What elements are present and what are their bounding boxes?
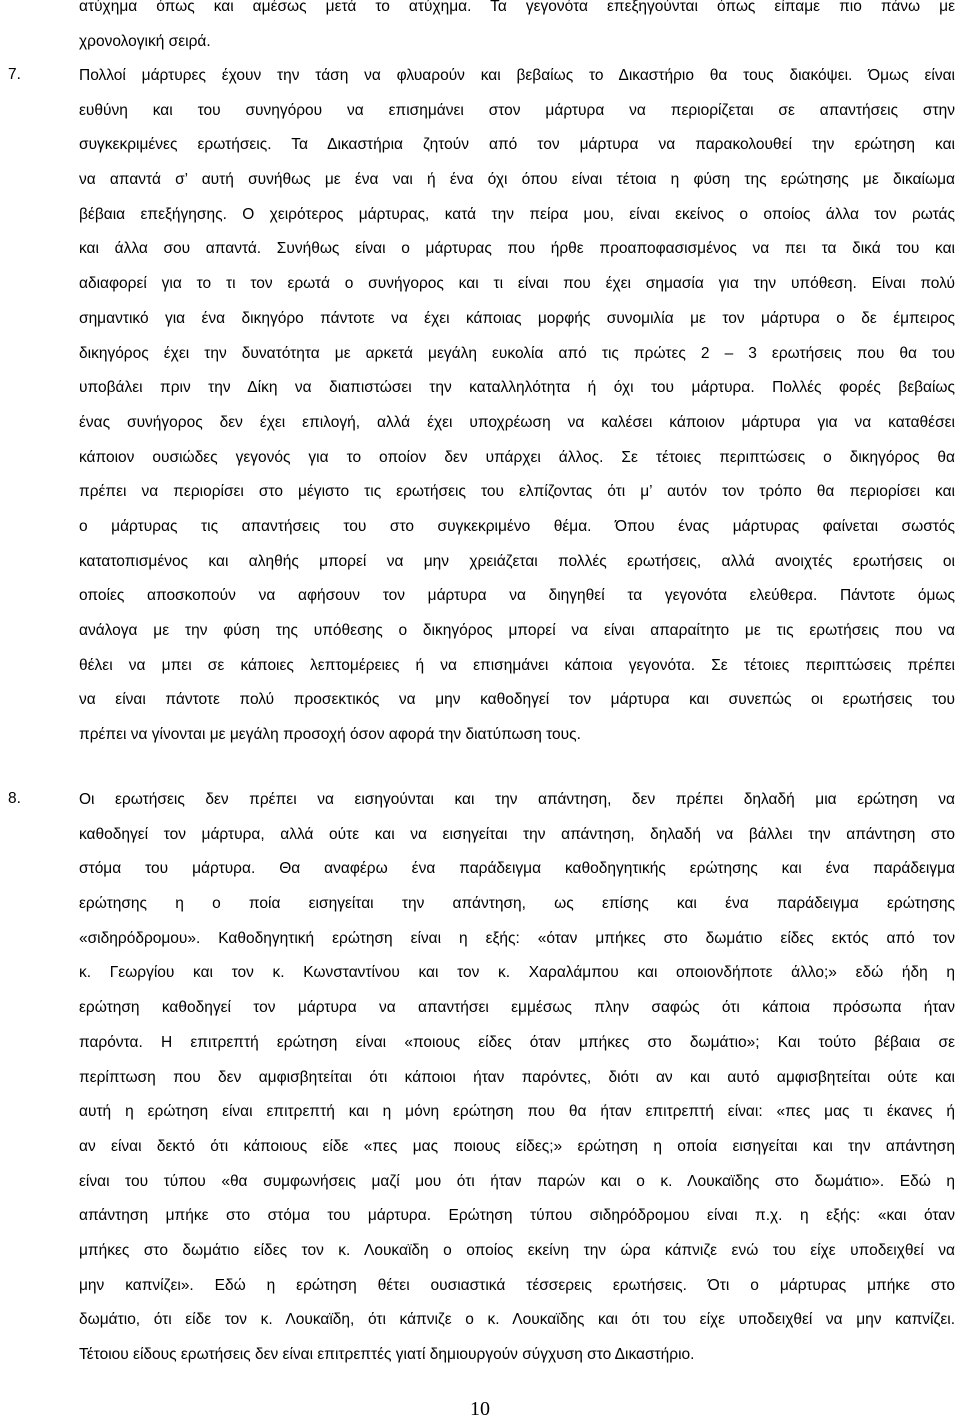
item-number: 8. bbox=[8, 790, 21, 807]
item-7-paragraph bbox=[79, 66, 955, 760]
page-number: 10 bbox=[470, 1398, 490, 1420]
text-line: καθοδηγεί τον μάρτυρα, αλλά ούτε και να εισηγείται την απάντηση, δηλαδή να βάλλει την απάντηση στο bbox=[79, 825, 955, 843]
text-line: θέλει να μπει σε κάποιες λεπτομέρειες ή να επισημάνει κάποια γεγονότα. Σε τέτοιες περιπτώσεις πρέπει bbox=[79, 656, 955, 674]
text-line: Πολλοί μάρτυρες έχουν την τάση να φλυαρούν και βεβαίως το Δικαστήριο θα τους διακόψει. Όμως είναι bbox=[79, 67, 955, 84]
text-line: αυτή η ερώτηση είναι επιτρεπτή και η μόνη ερώτηση που θα ήταν επιτρεπτή είναι: «πες μας τι έκανες ή bbox=[79, 1103, 955, 1121]
text-line: υποβάλει πριν την Δίκη να διαπιστώσει την καταλληλότητα ή όχι του μάρτυρα. Πολλές φορές βεβαίως bbox=[79, 379, 955, 397]
text-line: βέβαια επεξήγησης. Ο χειρότερος μάρτυρας, κατά την πείρα μου, είναι εκείνος ο οποίος άλλα τον ρωτάς bbox=[79, 205, 955, 223]
text-line: μην καπνίζει». Εδώ η ερώτηση θέτει ουσιαστικά τέσσερεις ερωτήσεις. Ότι ο μάρτυρας μπήκε στο bbox=[79, 1276, 955, 1294]
text-line: κατατοπισμένος και αληθής μπορεί να μην χρειάζεται πολλές ερωτήσεις, αλλά ανοιχτές ερωτήσεις οι bbox=[79, 552, 955, 570]
text-line: μπήκες στο δωμάτιο είδες τον κ. Λουκαϊδη ο οποίος εκείνη την ώρα κάπνιζε ενώ του είχε υποδειχθεί να bbox=[79, 1241, 955, 1259]
text-line: να απαντά σ’ αυτή συνήθως με ένα ναι ή ένα όχι όπου είναι τέτοια η φύση της ερώτησης με δικαίωμα bbox=[79, 171, 955, 189]
text-line: ευθύνη και του συνηγόρου να επισημάνει στον μάρτυρα να περιορίζεται σε απαντήσεις στην bbox=[79, 101, 955, 119]
text-line: Οι ερωτήσεις δεν πρέπει να εισηγούνται και την απάντηση, δεν πρέπει δηλαδή μια ερώτηση να bbox=[79, 791, 955, 808]
text-line: ένας συνήγορος δεν έχει επιλογή, αλλά έχει υποχρέωση να καλέσει κάποιον μάρτυρα για να καταθέσει bbox=[79, 413, 955, 431]
text-line: πρέπει να γίνονται με μεγάλη προσοχή όσον αφορά την διατύπωση τους. bbox=[79, 726, 581, 744]
text-line: να είναι πάντοτε πολύ προσεκτικός να μην καθοδηγεί τον μάρτυρα και συνεπώς οι ερωτήσεις του bbox=[79, 691, 955, 709]
text-line: είναι του τύπου «θα συμφωνήσεις μαζί μου ότι ήταν παρών και ο κ. Λουκαϊδης στο δωμάτιο». Εδώ η bbox=[79, 1172, 955, 1190]
text-line: απάντηση μπήκε στο στόμα του μάρτυρα. Ερώτηση τύπου σιδηρόδρομου είναι π.χ. η εξής: «και όταν bbox=[79, 1207, 955, 1225]
text-line: περίπτωση που δεν αμφισβητείται ότι κάποιοι ήταν παρόντες, διότι αν και αυτό αμφισβητείται ούτε και bbox=[79, 1068, 955, 1086]
text-line: κ. Γεωργίου και τον κ. Κωνσταντίνου και τον κ. Χαραλάμπου και οποιονδήποτε άλλο;» εδώ ήδη η bbox=[79, 964, 955, 982]
text-line: συγκεκριμένες ερωτήσεις. Τα Δικαστήρια ζητούν από τον μάρτυρα να παρακολουθεί την ερώτηση και bbox=[79, 136, 955, 154]
text-line: κάποιον ουσιώδες γεγονός για το οποίον δεν υπάρχει άλλος. Σε τέτοιες περιπτώσεις ο δικηγόρος θα bbox=[79, 448, 955, 466]
text-line: ο μάρτυρας τις απαντήσεις του στο συγκεκριμένο θέμα. Όπου ένας μάρτυρας φαίνεται σωστός bbox=[79, 517, 955, 535]
text-line: οποίες αποσκοπούν να αφήσουν τον μάρτυρα να διηγηθεί τα γεγονότα ελεύθερα. Πάντοτε όμως bbox=[79, 587, 955, 605]
text-line: δωμάτιο, ότι είδε τον κ. Λουκαϊδη, ότι κάπνιζε ο κ. Λουκαϊδης και ότι του είχε υποδειχθεί να μην καπνίζει. bbox=[79, 1311, 955, 1329]
text-line: ερώτησης η ο ποία εισηγείται την απάντηση, ως επίσης και ένα παράδειγμα ερώτησης bbox=[79, 895, 955, 913]
text-line: Τέτοιου είδους ερωτήσεις δεν είναι επιτρεπτές γιατί δημιουργούν σύγχυση στο Δικαστήριο. bbox=[79, 1346, 695, 1363]
text-line: δικηγόρος έχει την δυνατότητα με αρκετά μεγάλη ευκολία από τις πρώτες 2 – 3 ερωτήσεις που θα του bbox=[79, 344, 955, 362]
item-8-paragraph bbox=[79, 790, 955, 1380]
text-line: ανάλογα με την φύση της υπόθεσης ο δικηγόρος μπορεί να είναι απαραίτητο με τις ερωτήσεις που να bbox=[79, 622, 955, 639]
text-line: παρόντα. Η επιτρεπτή ερώτηση είναι «ποιους είδες όταν μπήκες στο δωμάτιο»; Και τούτο βέβαια σε bbox=[79, 1033, 955, 1051]
text-line: στόμα του μάρτυρα. Θα αναφέρω ένα παράδειγμα καθοδηγητικής ερώτησης και ένα παράδειγμα bbox=[79, 860, 955, 878]
text-line: σημαντικό για ένα δικηγόρο πάντοτε να έχει κάποιας μορφής συνομιλία με τον μάρτυρα ο δε έμπειρος bbox=[79, 309, 955, 327]
intro-paragraph bbox=[79, 0, 955, 66]
text-line: αν είναι δεκτό ότι κάποιους είδε «πες μας ποιους είδες;» ερώτηση η οποία εισηγείται και την απάντηση bbox=[79, 1137, 955, 1155]
text-line: ατύχημα όπως και αμέσως μετά το ατύχημα. Τα γεγονότα επεξηγούνται όπως είπαμε πιο πάνω με bbox=[79, 0, 955, 15]
text-line: χρονολογική σειρά. bbox=[79, 32, 211, 50]
text-line: και άλλα σου απαντά. Συνήθως είναι ο μάρτυρας που ήρθε προαποφασισμένος να πει τα δικά του και bbox=[79, 240, 955, 258]
text-line: ερώτηση καθοδηγεί τον μάρτυρα να απαντήσει εμμέσως πλην σαφώς ότι κάποια πρόσωπα ήταν bbox=[79, 999, 955, 1017]
text-line: πρέπει να περιορίσει στο μέγιστο τις ερωτήσεις του ελπίζοντας ότι μ’ αυτόν τον τρόπο θα περιορίσει και bbox=[79, 483, 955, 501]
text-line: αδιαφορεί για το τι τον ερωτά ο συνήγορος και τι είναι που έχει σημασία για την υπόθεση. Είναι πολύ bbox=[79, 275, 955, 293]
text-line: «σιδηρόδρομου». Καθοδηγητική ερώτηση είναι η εξής: «όταν μπήκες στο δωμάτιο είδες εκτός από τον bbox=[79, 929, 955, 947]
item-number: 7. bbox=[8, 66, 21, 83]
